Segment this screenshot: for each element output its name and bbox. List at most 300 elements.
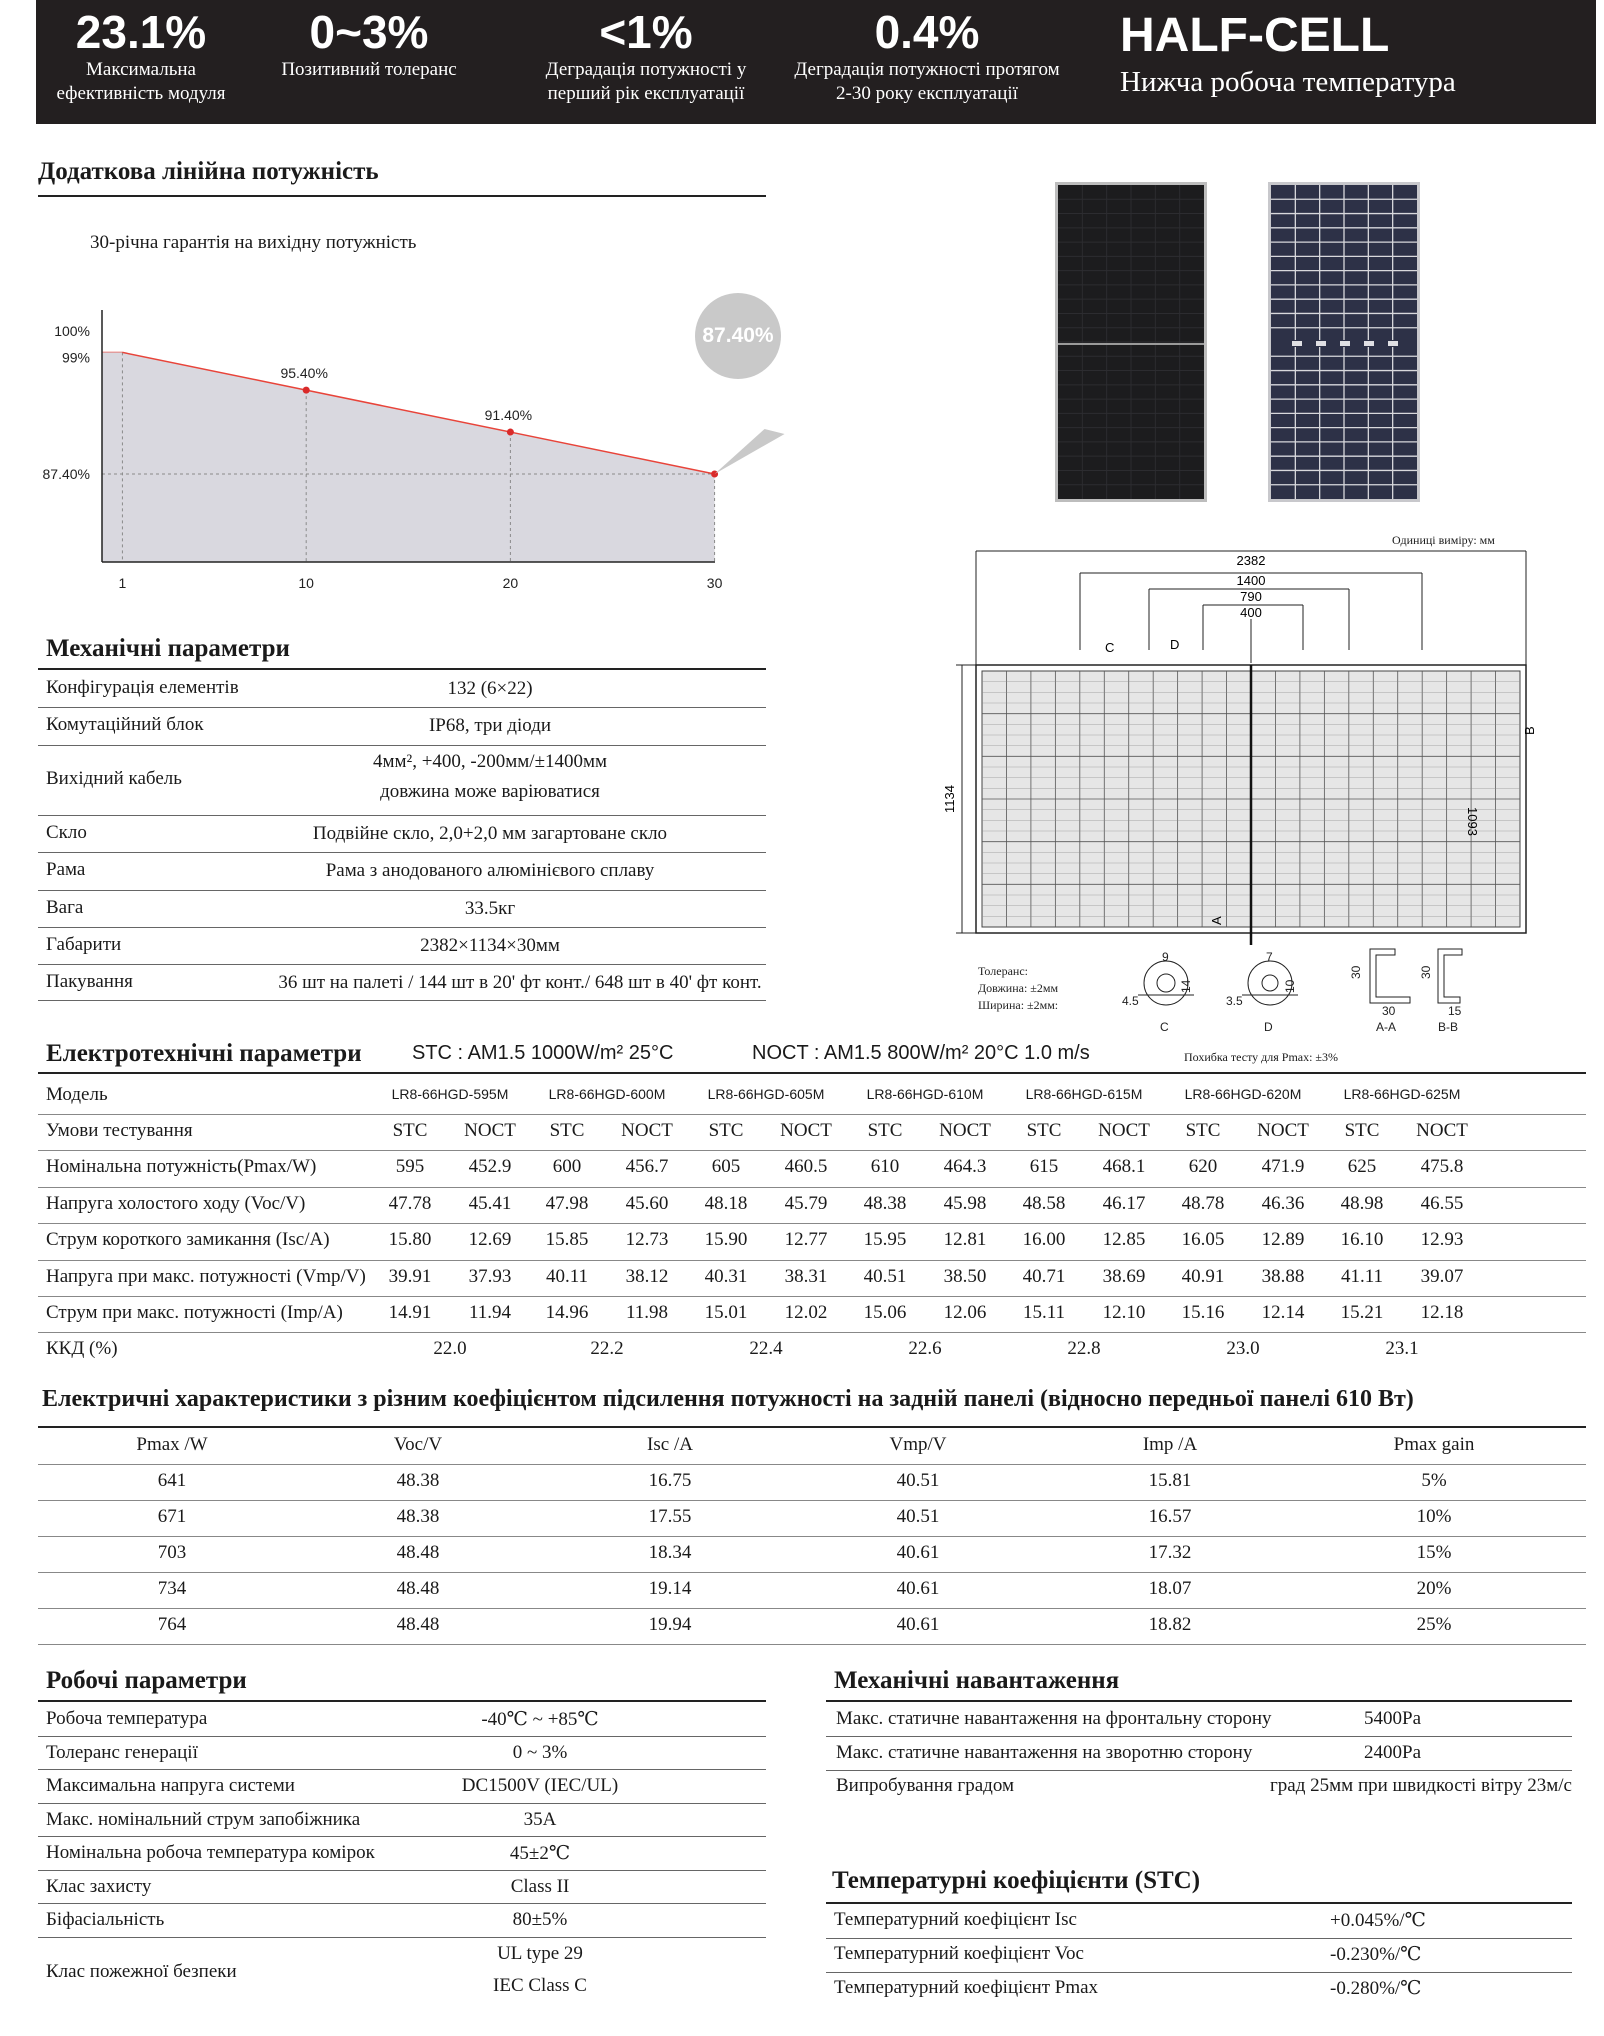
condition-label: STC: [549, 1120, 585, 1141]
condition-label: NOCT: [939, 1120, 991, 1141]
section-rule: [38, 195, 766, 197]
bifacial-value: 15%: [1416, 1542, 1452, 1563]
load-value: 2400Pa: [1364, 1742, 1421, 1763]
electrical-value: 464.3: [943, 1156, 987, 1177]
section-rule: [38, 1072, 1586, 1074]
bifacial-value: 764: [157, 1614, 187, 1635]
efficiency-value: 23.1: [1385, 1338, 1419, 1359]
x-tick-label: 20: [502, 575, 519, 591]
bifacial-value: 20%: [1416, 1578, 1452, 1599]
mechanical-label: Пакування: [46, 971, 133, 992]
mechanical-value: 4мм², +400, -200мм/±1400мм: [372, 751, 608, 772]
row-label: Умови тестування: [46, 1120, 193, 1141]
electrical-value: 12.93: [1420, 1229, 1464, 1250]
electrical-value: 12.81: [943, 1229, 987, 1250]
temp-value: -0.230%/℃: [1330, 1944, 1422, 1965]
bifacial-value: 48.38: [396, 1470, 440, 1491]
load-label: Макс. статичне навантаження на зворотню сторону: [836, 1742, 1253, 1763]
electrical-value: 15.11: [1022, 1302, 1066, 1323]
bifacial-value: 48.38: [396, 1506, 440, 1527]
result-bubble: 87.40%: [695, 293, 781, 379]
stat-line: 2-30 року експлуатації: [836, 83, 1018, 104]
y-tick-label: 87.40%: [42, 465, 90, 482]
row-label: Струм короткого замикання (Isc/A): [46, 1229, 330, 1250]
bifacial-value: 40.61: [896, 1542, 940, 1563]
mechanical-value: 132 (6×22): [447, 677, 533, 699]
data-point: [711, 470, 718, 477]
electrical-value: 48.58: [1022, 1193, 1066, 1214]
electrical-value: 625: [1347, 1156, 1377, 1177]
row-divider: [38, 707, 766, 708]
area-fill: [122, 352, 714, 562]
electrical-value: 475.8: [1420, 1156, 1464, 1177]
bubble-pointer: [715, 429, 785, 474]
bifacial-value: 671: [157, 1506, 187, 1527]
bifacial-value: 40.61: [896, 1614, 940, 1635]
row-divider: [38, 1296, 1586, 1297]
mechanical-label: Рама: [46, 859, 86, 880]
electrical-value: 620: [1188, 1156, 1218, 1177]
bifacial-value: 19.94: [648, 1614, 692, 1635]
electrical-value: 15.01: [704, 1302, 748, 1323]
bifacial-value: 40.51: [896, 1470, 940, 1491]
electrical-value: 12.73: [625, 1229, 669, 1250]
mechanical-value: 2382×1134×30мм: [420, 934, 560, 956]
electrical-value: 16.00: [1022, 1229, 1066, 1250]
electrical-value: 38.50: [943, 1266, 987, 1287]
detail-bb: [1438, 949, 1462, 1003]
bifacial-value: 18.82: [1148, 1614, 1192, 1635]
stat-efficiency: [36, 6, 246, 106]
bifacial-header: Vmp/V: [889, 1434, 947, 1455]
electrical-value: 38.12: [625, 1266, 669, 1287]
operating-label: Номінальна робоча температура комірок: [46, 1842, 375, 1863]
bifacial-header: Imp /A: [1142, 1434, 1198, 1455]
bifacial-value: 18.07: [1148, 1578, 1192, 1599]
stat-line: Деградація потужності протягом: [794, 59, 1060, 80]
row-divider: [38, 1000, 766, 1001]
electrical-value: 452.9: [468, 1156, 512, 1177]
electrical-value: 46.55: [1420, 1193, 1464, 1214]
electrical-value: 12.77: [784, 1229, 828, 1250]
efficiency-value: 22.6: [908, 1338, 942, 1359]
condition-label: NOCT: [780, 1120, 832, 1141]
electrical-value: 471.9: [1261, 1156, 1305, 1177]
row-divider: [38, 964, 766, 965]
bifacial-value: 40.51: [896, 1506, 940, 1527]
row-divider: [826, 1770, 1572, 1771]
electrical-value: 37.93: [468, 1266, 512, 1287]
electrical-value: 40.91: [1181, 1266, 1225, 1287]
row-label: Модель: [46, 1084, 108, 1105]
electrical-value: 48.98: [1340, 1193, 1384, 1214]
electrical-row: [46, 1296, 1546, 1332]
half-cell-title: HALF-CELL: [1120, 9, 1390, 62]
electrical-value: 468.1: [1102, 1156, 1146, 1177]
mechanical-value: Рама з анодованого алюмінієвого сплаву: [325, 860, 655, 881]
bifacial-value: 734: [157, 1578, 187, 1599]
electrical-value: 12.06: [943, 1302, 987, 1323]
section-b-label: B: [1522, 726, 1537, 735]
panel-photos: [1040, 180, 1480, 510]
bifacial-header: Pmax /W: [136, 1434, 208, 1455]
row-divider: [38, 1903, 766, 1904]
electrical-value: 12.02: [784, 1302, 828, 1323]
temp-value: +0.045%/℃: [1330, 1910, 1426, 1931]
loads-title: Механічні навантаження: [834, 1667, 1120, 1694]
electrical-value: 45.60: [625, 1193, 669, 1214]
operating-label: Біфасіальність: [46, 1909, 165, 1930]
condition-label: NOCT: [1098, 1120, 1150, 1141]
model-name: LR8-66HGD-620M: [1184, 1086, 1302, 1102]
electrical-row: [46, 1150, 1546, 1186]
condition-label: STC: [1026, 1120, 1062, 1141]
electrical-row: [46, 1260, 1546, 1296]
row-divider: [38, 1223, 1586, 1224]
bifacial-title: Електричні характеристики з різним коефіцієнтом підсилення потужності на задній панелі (відносно передньої панелі 610 Вт): [42, 1386, 1414, 1412]
condition-label: STC: [392, 1120, 428, 1141]
electrical-value: 610: [870, 1156, 900, 1177]
mechanical-label: Габарити: [46, 933, 122, 955]
electrical-value: 14.96: [545, 1302, 589, 1323]
row-label: Номінальна потужність(Pmax/W): [46, 1156, 317, 1177]
bifacial-value: 19.14: [648, 1578, 692, 1599]
warranty-chart: [30, 300, 790, 600]
dim-2382: 2382: [1236, 553, 1266, 568]
operating-label: Робоча температура: [46, 1708, 208, 1729]
mechanical-label: Конфігурація елементів: [46, 676, 239, 698]
tolerance-line: Довжина: ±2мм: [978, 981, 1059, 995]
detail-label: D: [1264, 1020, 1273, 1034]
bifacial-value: 703: [157, 1542, 187, 1563]
electrical-value: 15.90: [704, 1229, 748, 1250]
temp-coeff-title: Температурні коефіцієнти (STC): [832, 1867, 1201, 1894]
row-divider: [826, 1938, 1572, 1939]
row-divider: [38, 745, 766, 746]
electrical-value: 45.98: [943, 1193, 987, 1214]
model-row: [46, 1078, 1546, 1114]
stat-value: <1%: [599, 6, 693, 58]
operating-label: Толеранс генерації: [46, 1741, 198, 1763]
row-divider: [826, 1736, 1572, 1737]
operating-value: 35A: [523, 1808, 557, 1830]
electrical-value: 15.06: [863, 1302, 907, 1323]
electrical-value: 48.18: [704, 1193, 748, 1214]
row-divider: [38, 1332, 1586, 1333]
conditions-row: [46, 1114, 1546, 1150]
row-divider: [38, 1803, 766, 1804]
operating-value: 0 ~ 3%: [512, 1741, 568, 1763]
dim-1400: 1400: [1236, 573, 1266, 588]
row-divider: [38, 1937, 766, 1938]
bifacial-value: 15.81: [1148, 1470, 1192, 1491]
row-divider: [826, 1972, 1572, 1973]
mechanical-label: Комутаційний блок: [46, 714, 204, 735]
electrical-row: [46, 1187, 1546, 1223]
row-divider: [38, 1608, 1586, 1609]
mechanical-value: довжина може варіюватися: [380, 781, 600, 802]
stat-value: 23.1%: [75, 6, 207, 58]
dim-num: 3.5: [1226, 994, 1243, 1008]
stat-degradation: [762, 6, 1092, 106]
electrical-value: 38.69: [1102, 1266, 1146, 1287]
load-value: град 25мм при швидкості вітру 23м/с: [1270, 1775, 1572, 1796]
stat-line: Максимальна: [86, 59, 196, 80]
mechanical-title: Механічні параметри: [46, 635, 290, 662]
warranty-subtitle: 30-річна гарантія на вихідну потужність: [90, 232, 417, 253]
electrical-value: 16.05: [1181, 1229, 1225, 1250]
mechanical-label: Вага: [46, 896, 84, 918]
row-divider: [38, 1644, 1586, 1645]
electrical-value: 11.98: [625, 1302, 669, 1323]
operating-value: 45±2℃: [509, 1843, 571, 1864]
electrical-value: 15.95: [863, 1229, 907, 1250]
stat-line: Деградація потужності у: [545, 59, 747, 80]
test-error-note: Похибка тесту для Pmax: ±3%: [1184, 1050, 1339, 1064]
electrical-value: 12.85: [1102, 1229, 1146, 1250]
electrical-value: 12.10: [1102, 1302, 1146, 1323]
electrical-value: 38.88: [1261, 1266, 1305, 1287]
stat-tolerance: [264, 6, 474, 82]
operating-title: Робочі параметри: [46, 1667, 247, 1694]
electrical-value: 45.41: [468, 1193, 512, 1214]
electrical-value: 45.79: [784, 1193, 828, 1214]
operating-label: Клас захисту: [46, 1875, 152, 1897]
dim-num: 30: [1349, 965, 1363, 979]
dim-num: 4.5: [1122, 994, 1139, 1008]
row-divider: [38, 1836, 766, 1837]
stat-first-year: [496, 6, 796, 106]
stat-value: 0.4%: [874, 6, 980, 58]
condition-label: NOCT: [621, 1120, 673, 1141]
electrical-value: 39.91: [388, 1266, 432, 1287]
row-label: Напруга при макс. потужності (Vmp/V): [46, 1266, 366, 1287]
half-cell-block: [1120, 8, 1456, 100]
half-cell-subtitle: Нижча робоча температура: [1120, 66, 1456, 98]
electrical-value: 48.78: [1181, 1193, 1225, 1214]
tolerance-line: Ширина: ±2мм:: [978, 998, 1059, 1012]
operating-value: DC1500V (IEC/UL): [461, 1775, 619, 1796]
operating-value: UL type 29: [497, 1943, 583, 1964]
operating-label: Максимальна напруга системи: [46, 1775, 295, 1796]
electrical-value: 40.31: [704, 1266, 748, 1287]
efficiency-value: 22.0: [433, 1338, 467, 1359]
operating-value: IEC Class C: [493, 1975, 587, 1996]
data-point: [303, 387, 310, 394]
row-divider: [38, 927, 766, 928]
dim-num: 15: [1448, 1004, 1462, 1018]
row-divider: [38, 1870, 766, 1871]
efficiency-value: 22.8: [1067, 1338, 1101, 1359]
bifacial-value: 5%: [1421, 1470, 1447, 1491]
row-divider: [38, 1736, 766, 1737]
operating-value: -40℃ ~ +85℃: [481, 1709, 599, 1730]
electrical-value: 12.89: [1261, 1229, 1305, 1250]
row-divider: [38, 1260, 1586, 1261]
row-divider: [38, 1464, 1586, 1465]
electrical-value: 40.11: [545, 1266, 589, 1287]
electrical-value: 460.5: [784, 1156, 828, 1177]
electrical-value: 15.16: [1181, 1302, 1225, 1323]
efficiency-value: 22.4: [749, 1338, 783, 1359]
bifacial-header: Isc /A: [647, 1434, 693, 1455]
operating-value: Class II: [510, 1875, 570, 1897]
electrical-value: 615: [1029, 1156, 1059, 1177]
dim-num: 14: [1179, 979, 1193, 993]
area-fill: [102, 352, 122, 562]
row-divider: [38, 1187, 1586, 1188]
x-tick-label: 1: [118, 575, 127, 591]
data-label: 91.40%: [484, 407, 533, 424]
bifacial-value: 48.48: [396, 1614, 440, 1635]
row-divider: [38, 1114, 1586, 1115]
electrical-value: 48.38: [863, 1193, 907, 1214]
temp-label: Температурний коефіцієнт Isc: [834, 1909, 1077, 1930]
row-label: Струм при макс. потужності (Imp/A): [46, 1302, 343, 1323]
mechanical-value: 36 шт на палеті / 144 шт в 20' фт конт./ 648 шт в 40' фт конт.: [278, 972, 762, 993]
dim-400: 400: [1240, 605, 1262, 620]
stat-line: Позитивний толеранс: [281, 59, 457, 80]
condition-label: STC: [708, 1120, 744, 1141]
bifacial-value: 25%: [1416, 1614, 1452, 1635]
panel-back-image: [1268, 182, 1420, 502]
section-a-label: A: [1209, 916, 1224, 925]
units-note: Одиниці виміру: мм: [1392, 533, 1495, 547]
stat-line: перший рік експлуатації: [547, 83, 745, 104]
condition-label: STC: [1185, 1120, 1221, 1141]
dim-1134: 1134: [942, 785, 957, 813]
condition-label: STC: [1344, 1120, 1380, 1141]
electrical-value: 47.78: [388, 1193, 432, 1214]
electrical-value: 15.80: [388, 1229, 432, 1250]
bifacial-value: 40.61: [896, 1578, 940, 1599]
electrical-value: 15.21: [1340, 1302, 1384, 1323]
mechanical-label: Скло: [46, 821, 87, 843]
electrical-value: 41.11: [1340, 1266, 1384, 1287]
mechanical-value: 33.5кг: [464, 897, 516, 919]
dim-790: 790: [1240, 589, 1262, 604]
dim-num: 10: [1283, 979, 1297, 993]
x-tick-label: 10: [298, 575, 314, 591]
model-name: LR8-66HGD-615M: [1025, 1086, 1143, 1102]
efficiency-value: 23.0: [1226, 1338, 1260, 1359]
temp-label: Температурний коефіцієнт Voc: [834, 1943, 1084, 1964]
data-label: 95.40%: [280, 365, 328, 382]
section-d-label: D: [1170, 637, 1180, 652]
bifacial-header: Pmax gain: [1393, 1434, 1475, 1455]
row-label: Напруга холостого ходу (Voc/V): [46, 1193, 306, 1214]
electrical-value: 595: [395, 1156, 425, 1177]
tolerance-line: Толеранс:: [978, 964, 1028, 978]
dim-num: 30: [1419, 965, 1433, 979]
condition-label: NOCT: [464, 1120, 516, 1141]
row-divider: [38, 1150, 1586, 1151]
bifacial-value: 48.48: [396, 1578, 440, 1599]
electrical-row: [46, 1223, 1546, 1259]
electrical-value: 12.69: [468, 1229, 512, 1250]
section-rule: [38, 1700, 766, 1702]
temp-label: Температурний коефіцієнт Pmax: [834, 1977, 1099, 1998]
electrical-value: 40.71: [1022, 1266, 1066, 1287]
stat-line: ефективність модуля: [56, 83, 226, 104]
detail-label: A-A: [1376, 1020, 1397, 1034]
bifacial-value: 48.48: [396, 1542, 440, 1563]
warranty-title: Додаткова лінійна потужність: [38, 158, 379, 185]
section-rule: [38, 668, 766, 670]
bifacial-value: 17.32: [1148, 1542, 1192, 1563]
bifacial-value: 16.75: [648, 1470, 692, 1491]
detail-label: C: [1160, 1020, 1169, 1034]
bifacial-value: 17.55: [648, 1506, 692, 1527]
model-name: LR8-66HGD-600M: [548, 1086, 666, 1102]
electrical-value: 46.36: [1261, 1193, 1305, 1214]
top-banner: [36, 0, 1596, 124]
row-divider: [38, 1500, 1586, 1501]
detail-aa: [1370, 949, 1410, 1003]
electrical-value: 40.51: [863, 1266, 907, 1287]
x-tick-label: 30: [706, 575, 723, 591]
electrical-value: 16.10: [1340, 1229, 1384, 1250]
mechanical-value: Подвійне скло, 2,0+2,0 мм загартоване скло: [312, 822, 668, 844]
model-name: LR8-66HGD-625M: [1343, 1086, 1461, 1102]
stc-conditions: STC : AM1.5 1000W/m² 25°C: [412, 1042, 674, 1064]
dim-num: 9: [1162, 950, 1169, 964]
operating-label: Клас пожежної безпеки: [46, 1961, 237, 1982]
electrical-value: 11.94: [468, 1302, 512, 1323]
bifacial-value: 18.34: [648, 1542, 692, 1563]
electrical-value: 605: [711, 1156, 741, 1177]
data-point: [507, 429, 514, 436]
row-divider: [38, 890, 766, 891]
row-divider: [38, 852, 766, 853]
panel-front-image: [1055, 182, 1207, 502]
row-divider: [38, 1769, 766, 1770]
bifacial-value: 641: [157, 1470, 187, 1491]
electrical-value: 47.98: [545, 1193, 589, 1214]
load-value: 5400Pa: [1364, 1708, 1421, 1729]
condition-label: NOCT: [1257, 1120, 1309, 1141]
y-tick-label: 100%: [54, 322, 90, 339]
bifacial-value: 16.57: [1148, 1506, 1192, 1527]
electrical-value: 456.7: [625, 1156, 669, 1177]
efficiency-value: 22.2: [590, 1338, 624, 1359]
operating-label: Макс. номінальний струм запобіжника: [46, 1808, 361, 1830]
model-name: LR8-66HGD-595M: [391, 1086, 509, 1102]
section-rule: [826, 1700, 1572, 1702]
y-tick-label: 99%: [61, 349, 90, 366]
model-name: LR8-66HGD-605M: [707, 1086, 825, 1102]
model-name: LR8-66HGD-610M: [866, 1086, 984, 1102]
electrical-value: 14.91: [388, 1302, 432, 1323]
mechanical-label: Вихідний кабель: [46, 768, 182, 789]
electrical-value: 38.31: [784, 1266, 828, 1287]
section-c-label: C: [1105, 640, 1115, 655]
electrical-value: 39.07: [1420, 1266, 1464, 1287]
section-rule: [826, 1902, 1572, 1904]
temp-value: -0.280%/℃: [1330, 1978, 1422, 1999]
electrical-value: 600: [552, 1156, 582, 1177]
dim-1093: 1093: [1465, 807, 1480, 836]
row-label: ККД (%): [46, 1338, 118, 1359]
technical-drawing: [940, 545, 1560, 1045]
efficiency-row: [46, 1332, 1546, 1368]
bifacial-header: Voc/V: [393, 1434, 443, 1455]
row-divider: [38, 1536, 1586, 1537]
row-divider: [38, 1572, 1586, 1573]
noct-conditions: NOCT : AM1.5 800W/m² 20°C 1.0 m/s: [752, 1042, 1090, 1064]
electrical-title: Електротехнічні параметри: [46, 1040, 362, 1067]
mechanical-value: IP68, три діоди: [428, 715, 552, 736]
